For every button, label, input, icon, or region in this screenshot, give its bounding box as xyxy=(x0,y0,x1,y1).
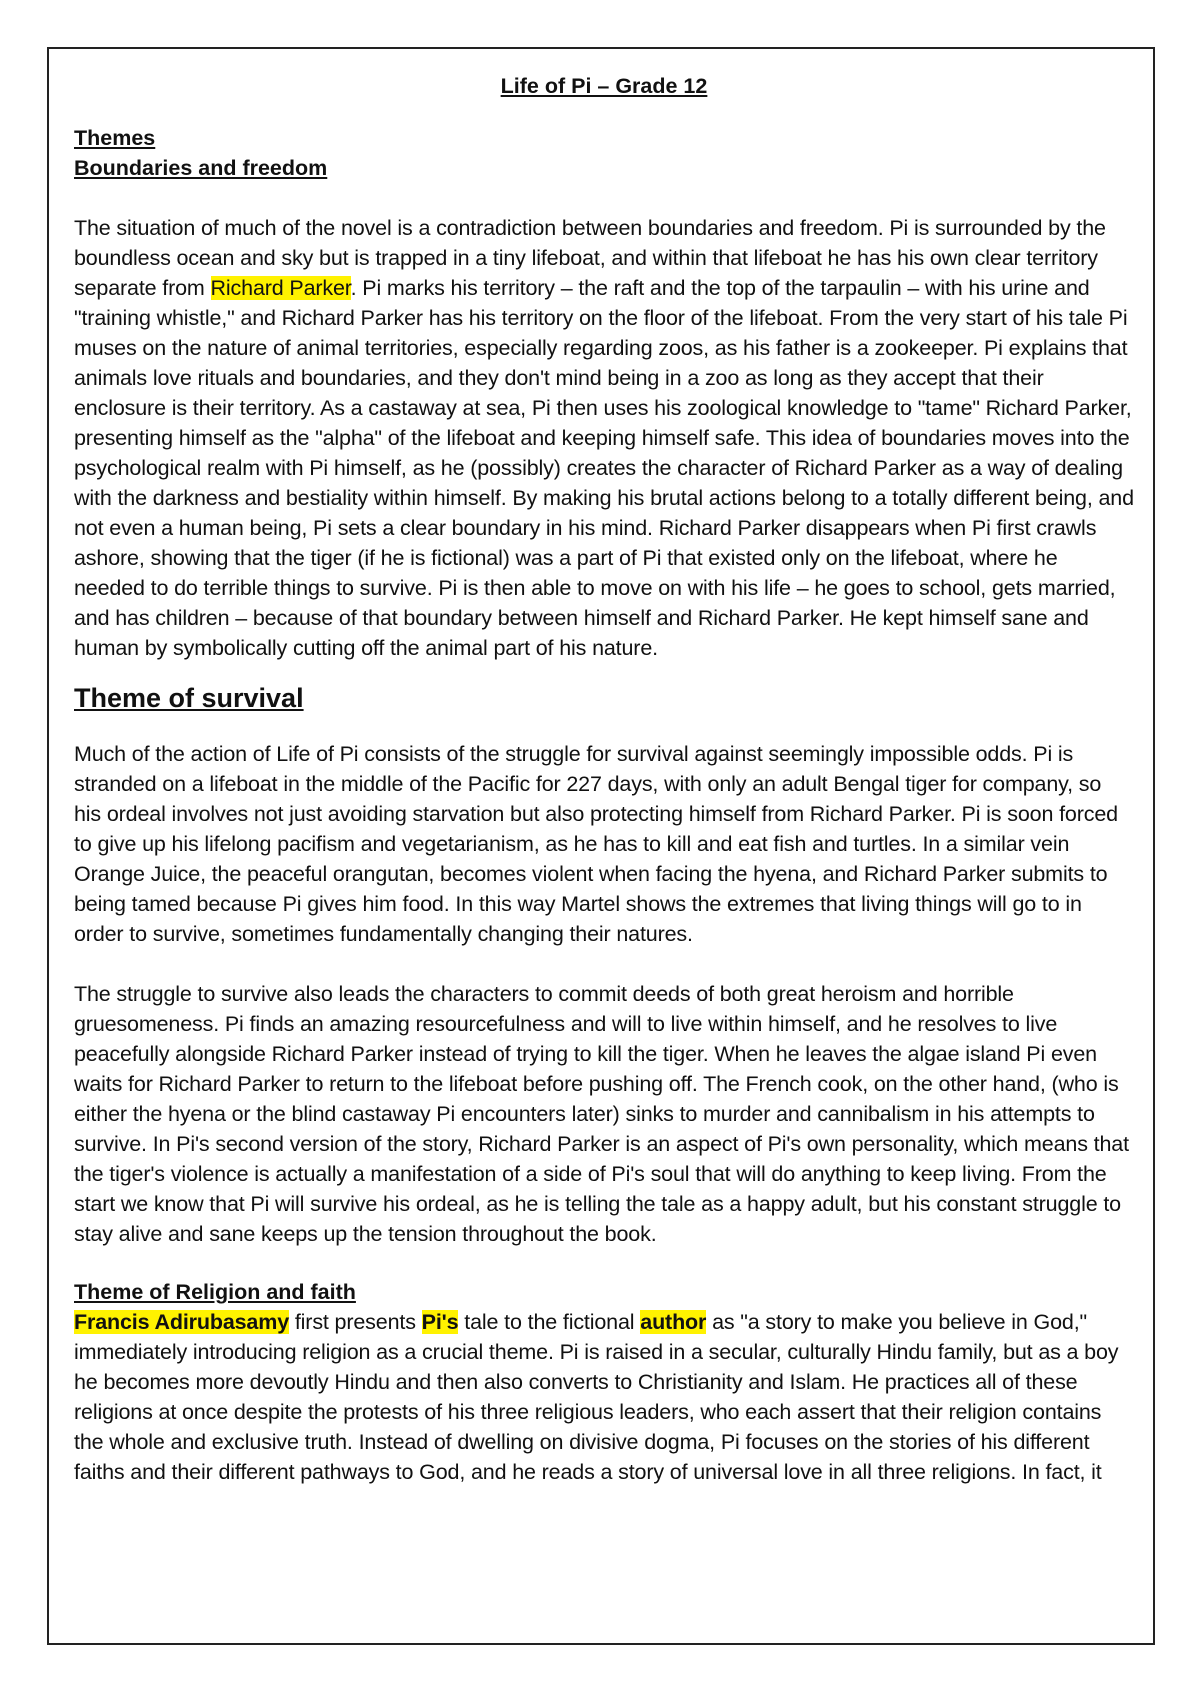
religion-text-2: tale to the fictional xyxy=(458,1310,641,1334)
highlight-francis-adirubasamy: Francis Adirubasamy xyxy=(74,1310,290,1334)
boundaries-text-after: . Pi marks his territory – the raft and the top of the tarpaulin – with his urine and "training whistle," and Richard Parker has his territory on the floor of the lifeboat. From the very start of his tale Pi muses on the nature of animal territories, especially regarding zoos, as his father is a zookeeper. Pi explains that animals love rituals and boundaries, and they don't mind being in a zoo as long as they accept that their enclosure is their territory. As a castaway at sea, Pi then uses his zoological knowledge to "tame" Richard Parker, presenting himself as the "alpha" of the lifeboat and keeping himself safe. This idea of boundaries moves into the psychological realm with Pi himself, as he (possibly) creates the character of Richard Parker as a way of dealing with the darkness and bestiality within himself. By making his brutal actions belong to a totally different being, and not even a human being, Pi sets a clear boundary in his mind. Richard Parker disappears when Pi first crawls ashore, showing that the tiger (if he is fictional) was a part of Pi that existed only on the lifeboat, where he needed to do terrible things to survive. Pi is then able to move on with his life – he goes to school, gets married, and has children – because of that boundary between himself and Richard Parker. He kept himself sane and human by symbolically cutting off the animal part of his nature. xyxy=(74,276,1134,660)
survival-paragraph-2: The struggle to survive also leads the characters to commit deeds of both great heroism and horrible gruesomeness. Pi finds an amazing resourcefulness and will to live within himself, and he resolves to live peacefully alongside Richard Parker instead of trying to kill the tiger. When he leaves the algae island Pi even waits for Richard Parker to return to the lifeboat before pushing off. The French cook, on the other hand, (who is either the hyena or the blind castaway Pi encounters later) sinks to murder and cannibalism in his attempts to survive. In Pi's second version of the story, Richard Parker is an aspect of Pi's own personality, which means that the tiger's violence is actually a manifestation of a side of Pi's soul that will do anything to keep living. From the start we know that Pi will survive his ordeal, as he is telling the tale as a happy adult, but his constant struggle to stay alive and sane keeps up the tension throughout the book. xyxy=(74,982,1129,1246)
document-body xyxy=(74,71,1134,1487)
themes-label: Themes xyxy=(74,126,156,150)
document-title: Life of Pi – Grade 12 xyxy=(500,74,708,98)
religion-paragraph xyxy=(74,1307,1134,1487)
highlight-pis: Pi's xyxy=(421,1310,459,1334)
highlight-richard-parker: Richard Parker xyxy=(210,276,351,300)
boundaries-paragraph xyxy=(74,213,1134,663)
survival-paragraph-1: Much of the action of Life of Pi consists of the struggle for survival against seemingly impossible odds. Pi is stranded on a lifeboat in the middle of the Pacific for 227 days, with only an adult Bengal tiger for company, so his ordeal involves not just avoiding starvation but also protecting himself from Richard Parker. Pi is soon forced to give up his lifelong pacifism and vegetarianism, as he has to kill and eat fish and turtles. In a similar vein Orange Juice, the peaceful orangutan, becomes violent when facing the hyena, and Richard Parker submits to being tamed because Pi gives him food. In this way Martel shows the extremes that living things will go to in order to survive, sometimes fundamentally changing their natures. xyxy=(74,742,1118,946)
religion-heading: Theme of Religion and faith xyxy=(74,1280,356,1304)
boundaries-text-before: The situation of much of the novel is a contradiction between boundaries and freedom. Pi is surrounded by the boundless ocean and sky but is trapped in a tiny lifeboat, and within that lifeboat he has his own clear territory separate from xyxy=(74,216,1106,300)
boundaries-heading: Boundaries and freedom xyxy=(74,156,328,180)
page-frame xyxy=(47,47,1155,1645)
highlight-author: author xyxy=(640,1310,707,1334)
religion-text-3: as "a story to make you believe in God," immediately introducing religion as a crucial theme. Pi is raised in a secular, culturally Hindu family, but as a boy he becomes more devoutly Hindu and then also converts to Christianity and Islam. He practices all of these religions at once despite the protests of his three religious leaders, who each assert that their religion contains the whole and exclusive truth. Instead of dwelling on divisive dogma, Pi focuses on the stories of his different faiths and their different pathways to God, and he reads a story of universal love in all three religions. In fact, it xyxy=(74,1310,1119,1484)
survival-heading: Theme of survival xyxy=(74,683,304,713)
religion-text-1: first presents xyxy=(289,1310,422,1334)
